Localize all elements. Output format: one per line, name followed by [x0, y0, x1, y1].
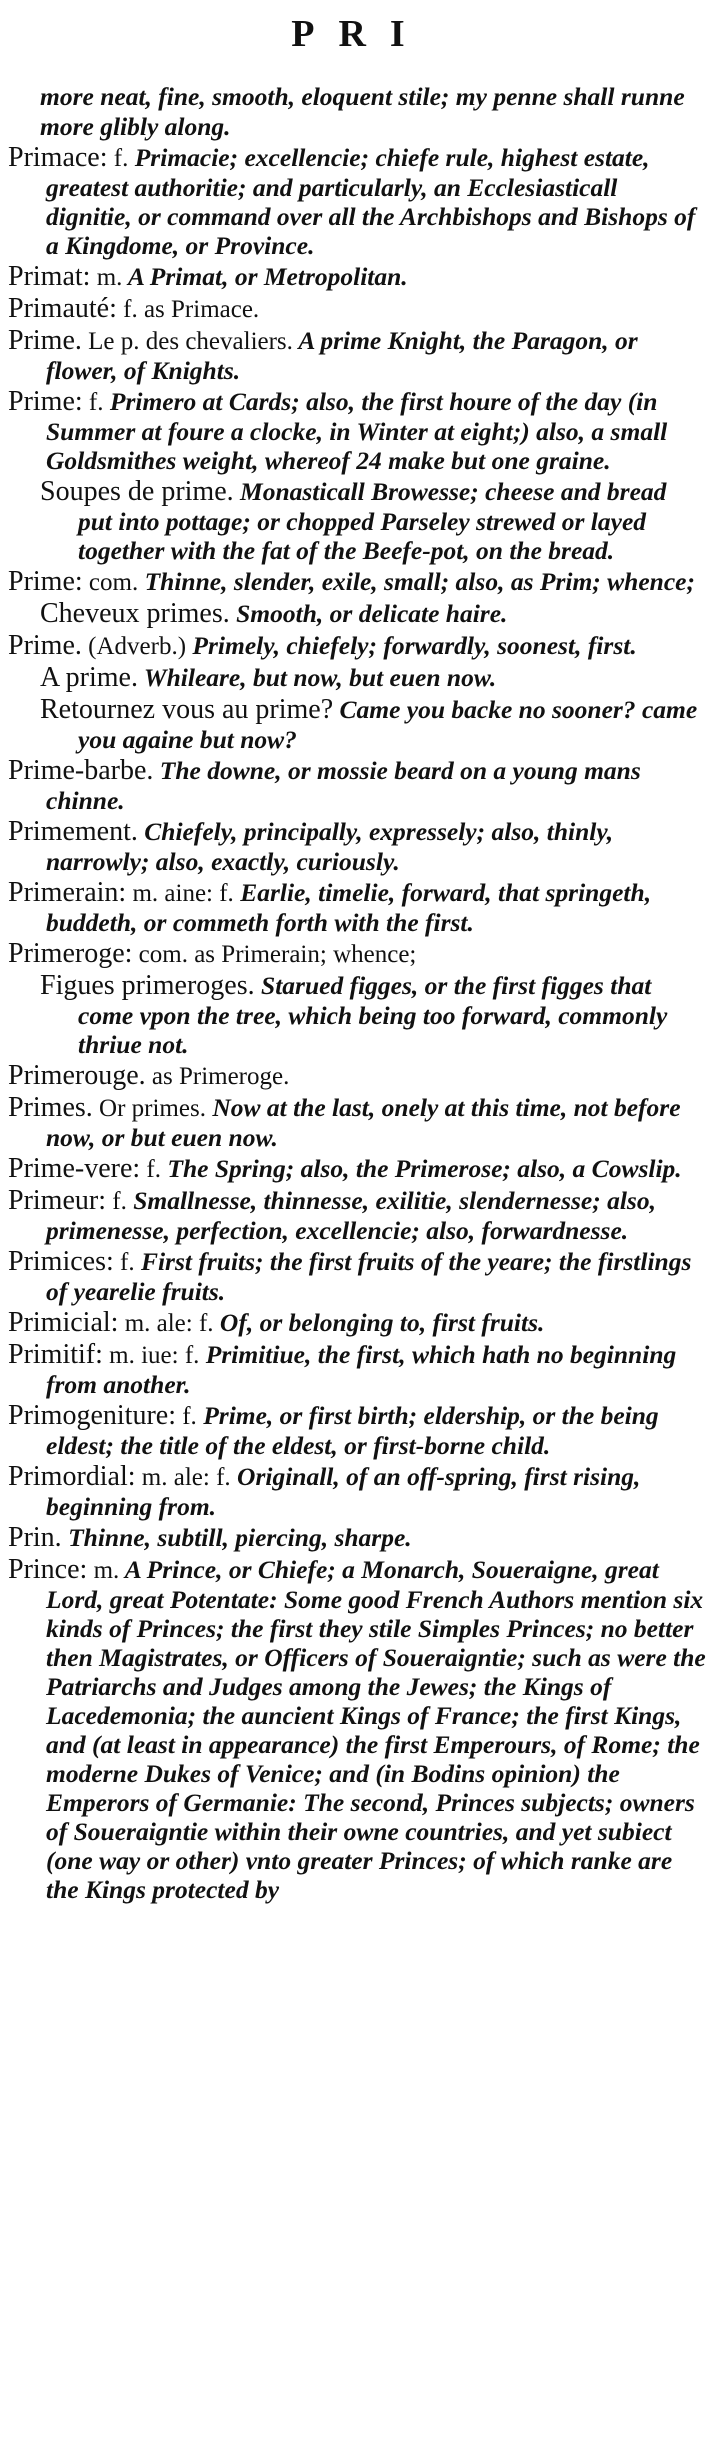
definition: Monasticall Browesse; cheese and bread put into pottage; or chopped Parseley strewed or layed together with the fat of the Beefe-pot, on the bread. [78, 477, 667, 565]
sub-entry [8, 663, 706, 693]
dictionary-entry [8, 1061, 706, 1091]
definition: Prime, or first birth; eldership, or the being eldest; the title of the eldest, or first-borne child. [46, 1401, 659, 1460]
definition: Of, or belonging to, first fruits. [213, 1308, 545, 1337]
definition: First fruits; the first fruits of the yeare; the firstlings of yearelie fruits. [46, 1247, 692, 1306]
definition: Primely, chiefely; forwardly, soonest, first. [186, 631, 637, 660]
definition: Smallnesse, thinnesse, exilitie, slendernesse; also, primenesse, perfection, excellencie; also, forwardnesse. [46, 1186, 656, 1245]
definition: more neat, fine, smooth, eloquent stile; my penne shall runne more glibly along. [40, 82, 685, 141]
grammar-note: com. [82, 569, 139, 596]
headword: Primerain: [8, 877, 127, 908]
headword: Prin. [8, 1522, 62, 1553]
definition: A Prince, or Chiefe; a Monarch, Soueraigne, great Lord, great Potentate: Some good French Authors mention six kinds of Princes; the first they stile Simples Princes; no better then Magistrates, or Officers of Soueraigntie; such as were the Patriarchs and Judges among the Jewes; the Kings of Lacedemonia; the auncient Kings of France; the first Kings, and (at least in appearance) the first Emperours, of Rome; the moderne Dukes of Venice; and (in Bodins opinion) the Emperors of Germanie: The second, Princes subjects; owners of Soueraigntie within their owne countries, and yet subiect (one way or other) vnto greater Princes; of which ranke are the Kings protected by [46, 1555, 706, 1904]
dictionary-entry [8, 756, 706, 815]
dictionary-entry [8, 1093, 706, 1152]
grammar-note: Le p. des chevaliers. [81, 328, 293, 355]
definition: Primacie; excellencie; chiefe rule, highest estate, greatest authoritie; and particularly, an Ecclesiasticall dignitie, or command over all the Archbishops and Bishops of a Kingdome, or Province. [46, 143, 696, 260]
dictionary-entry [8, 1154, 706, 1184]
definition: Primero at Cards; also, the first houre of the day (in Summer at foure a clocke, in Winter at eight;) also, a small Goldsmithes weight, whereof 24 make but one graine. [46, 387, 668, 475]
headword: A prime. [40, 662, 138, 693]
grammar-note: f. [82, 389, 104, 416]
dictionary-entry [8, 1340, 706, 1399]
grammar-note: (Adverb.) [81, 633, 187, 660]
definition: Chiefely, principally, expressely; also, thinly, narrowly; also, exactly, curiously. [46, 817, 614, 876]
dictionary-entry [8, 1186, 706, 1245]
grammar-note: f. [113, 1249, 135, 1276]
headword: Retournez vous au prime? [40, 694, 334, 725]
headword: Primordial: [8, 1461, 136, 1492]
dictionary-entry [8, 817, 706, 876]
grammar-note: m. aine: f. [126, 880, 234, 907]
dictionary-entry [8, 939, 706, 969]
definition: Whileare, but now, but euen now. [138, 663, 497, 692]
headword: Prince: [8, 1554, 88, 1585]
headword: Prime-vere: [8, 1153, 141, 1184]
dictionary-entry [8, 567, 706, 597]
dictionary-entry [8, 1555, 706, 1904]
grammar-note: m. [90, 264, 123, 291]
definition: The Spring; also, the Primerose; also, a Cowslip. [161, 1154, 682, 1183]
grammar-note: m. iue: f. [102, 1342, 200, 1369]
headword: Figues primeroges. [40, 970, 255, 1001]
dictionary-entry [8, 1523, 706, 1553]
dictionary-entry [8, 326, 706, 385]
dictionary-entry [8, 143, 706, 260]
sub-entry [8, 477, 706, 565]
definition: Thinne, subtill, piercing, sharpe. [61, 1523, 412, 1552]
headword: Primat: [8, 261, 91, 292]
headword: Primeur: [8, 1185, 106, 1216]
running-head: PRI [291, 13, 429, 55]
headword: Primogeniture: [8, 1400, 176, 1431]
dictionary-entry [8, 262, 706, 292]
headword: Primes. [8, 1092, 93, 1123]
headword: Cheveux primes. [40, 598, 230, 629]
dictionary-entry [8, 1401, 706, 1460]
dictionary-entries [8, 82, 706, 1906]
grammar-note: f. [140, 1156, 161, 1183]
headword: Primace: [8, 142, 108, 173]
definition: A Primat, or Metropolitan. [122, 262, 408, 291]
headword: Prime-barbe. [8, 755, 154, 786]
grammar-note: Or primes. [92, 1095, 206, 1122]
headword: Primices: [8, 1246, 114, 1277]
headword: Prime. [8, 630, 82, 661]
sub-entry [8, 599, 706, 629]
dictionary-entry [8, 387, 706, 475]
grammar-note: f. [106, 1188, 127, 1215]
definition: Smooth, or delicate haire. [229, 599, 508, 628]
grammar-note: f. [175, 1403, 197, 1430]
headword: Soupes de prime. [40, 476, 234, 507]
grammar-note: f. as Primace. [116, 296, 260, 323]
headword: Primement. [8, 816, 138, 847]
headword: Prime: [8, 566, 83, 597]
grammar-note: as Primeroge. [145, 1063, 290, 1090]
sub-entry [8, 695, 706, 754]
grammar-note: m. [87, 1557, 120, 1584]
definition: Came you backe no sooner? came you againe but now? [78, 695, 698, 754]
dictionary-entry [8, 294, 706, 324]
definition: Primitiue, the first, which hath no beginning from another. [46, 1340, 677, 1399]
dictionary-entry [8, 1462, 706, 1521]
grammar-note: com. as Primerain; whence; [132, 941, 417, 968]
sub-entry [8, 971, 706, 1059]
dictionary-entry [8, 1308, 706, 1338]
headword: Prime: [8, 386, 83, 417]
headword: Primauté: [8, 293, 117, 324]
definition: Now at the last, onely at this time, not before now, or but euen now. [46, 1093, 681, 1152]
definition: The downe, or mossie beard on a young mans chinne. [46, 756, 641, 815]
dictionary-entry [8, 1247, 706, 1306]
headword: Primitif: [8, 1339, 103, 1370]
headword: Primicial: [8, 1307, 119, 1338]
grammar-note: m. ale: f. [118, 1310, 214, 1337]
definition: A prime Knight, the Paragon, or flower, of Knights. [46, 326, 638, 385]
headword: Primerouge. [8, 1060, 146, 1091]
grammar-note: f. [107, 145, 129, 172]
headword: Primeroge: [8, 938, 133, 969]
continued-entry [8, 82, 706, 141]
headword: Prime. [8, 325, 82, 356]
grammar-note: m. ale: f. [135, 1464, 231, 1491]
definition: Starued figges, or the first figges that come vpon the tree, which being too forward, commonly thriue not. [78, 971, 668, 1059]
dictionary-entry [8, 878, 706, 937]
definition: Earlie, timelie, forward, that springeth, buddeth, or commeth forth with the first. [46, 878, 652, 937]
definition: Thinne, slender, exile, small; also, as Prim; whence; [138, 567, 695, 596]
definition: Originall, of an off-spring, first rising, beginning from. [46, 1462, 641, 1521]
dictionary-entry [8, 631, 706, 661]
